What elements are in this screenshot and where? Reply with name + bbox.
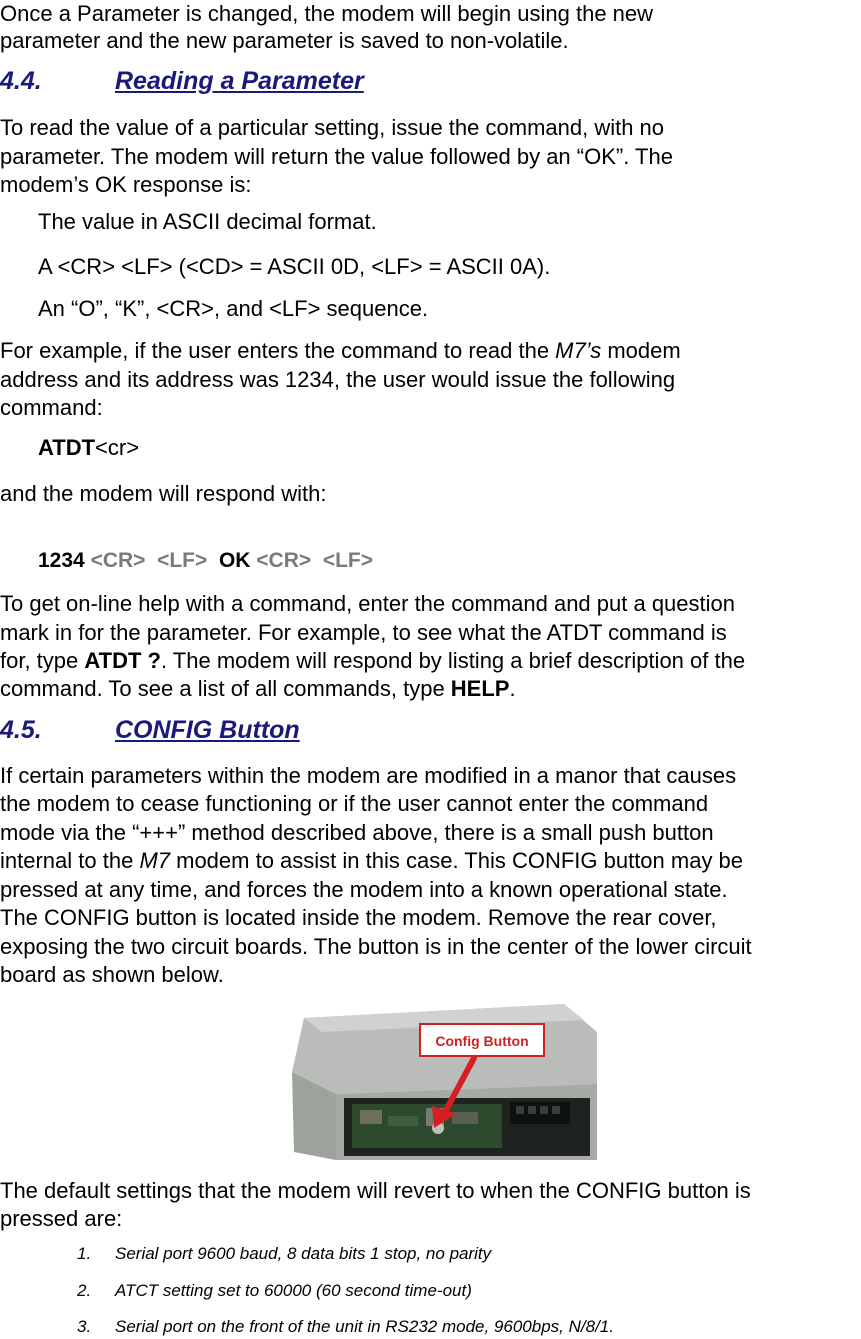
body-line: parameter. The modem will return the value followed by an “OK”. The (0, 144, 673, 169)
body-line: The CONFIG button is located inside the modem. Remove the rear cover, (0, 905, 717, 930)
response-list-item: The value in ASCII decimal format. (38, 209, 377, 234)
body-line: If certain parameters within the modem are modified in a manor that causes (0, 763, 737, 788)
body-line: command. To see a list of all commands, type HELP. (0, 676, 516, 701)
default-setting-item: 2. ATCT setting set to 60000 (60 second time-out) (77, 1281, 472, 1300)
body-line: mark in for the parameter. For example, to see what the ATDT command is (0, 620, 727, 645)
default-setting-item: 1. Serial port 9600 baud, 8 data bits 1 stop, no parity (77, 1244, 492, 1263)
section-title: Reading a Parameter (115, 67, 364, 95)
body-line: To read the value of a particular setting, issue the command, with no (0, 115, 665, 140)
body-line: For example, if the user enters the command to read the M7’s modem (0, 338, 681, 363)
section-heading-4-4 (0, 67, 600, 97)
section-number: 4.4. (0, 67, 42, 95)
section-title: CONFIG Button (115, 716, 300, 744)
body-line: internal to the M7 modem to assist in this case. This CONFIG button may be (0, 848, 744, 873)
response-list-item: A <CR> <LF> (<CD> = ASCII 0D, <LF> = ASCII 0A). (38, 254, 551, 279)
intro-line-2: parameter and the new parameter is saved to non-volatile. (0, 28, 569, 53)
body-line: pressed are: (0, 1206, 123, 1231)
body-line: board as shown below. (0, 962, 224, 987)
body-line: mode via the “+++” method described above, there is a small push button (0, 820, 714, 845)
body-line: address and its address was 1234, the user would issue the following (0, 367, 676, 392)
body-line: for, type ATDT ?. The modem will respond by listing a brief description of the (0, 648, 746, 673)
body-line: the modem to cease functioning or if the user cannot enter the command (0, 791, 709, 816)
default-setting-item: 3. Serial port on the front of the unit in RS232 mode, 9600bps, N/8/1. (77, 1317, 614, 1336)
section-number: 4.5. (0, 716, 42, 744)
body-line: To get on-line help with a command, enter the command and put a question (0, 591, 736, 616)
photo-label: Config Button (435, 1033, 529, 1049)
body-line: modem’s OK response is: (0, 172, 252, 197)
command-example: ATDT<cr> (38, 435, 140, 460)
intro-line-1: Once a Parameter is changed, the modem will begin using the new (0, 1, 654, 26)
section-heading-4-5 (0, 716, 600, 746)
modem-config-button-photo (264, 1002, 597, 1160)
response-list-item: An “O”, “K”, <CR>, and <LF> sequence. (38, 296, 429, 321)
body-line: command: (0, 395, 103, 420)
body-line: and the modem will respond with: (0, 481, 327, 506)
body-line: The default settings that the modem will revert to when the CONFIG button is (0, 1178, 751, 1203)
body-line: pressed at any time, and forces the modem into a known operational state. (0, 877, 728, 902)
response-example: 1234 <CR> <LF> OK <CR> <LF> (38, 549, 374, 572)
body-line: exposing the two circuit boards. The button is in the center of the lower circuit (0, 934, 752, 959)
